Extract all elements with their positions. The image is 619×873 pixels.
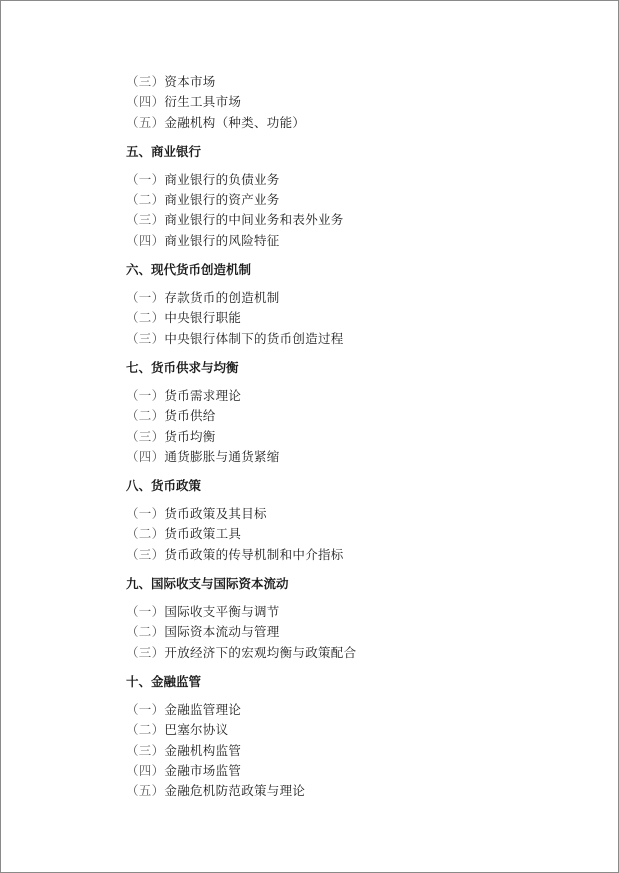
item-number: （二） (126, 624, 165, 640)
item-text: 金融市场监管 (164, 762, 242, 778)
outline-item (126, 781, 596, 801)
item-number: （四） (126, 762, 165, 778)
item-text: 商业银行的资产业务 (164, 192, 280, 208)
item-number: （二） (126, 192, 165, 208)
item-text: 货币均衡 (164, 428, 216, 444)
item-number: （二） (126, 408, 165, 424)
item-text: 金融机构监管 (164, 742, 242, 758)
item-text: 商业银行的风险特征 (164, 232, 280, 248)
item-text: 国际资本流动与管理 (164, 624, 280, 640)
item-number: （三） (126, 212, 165, 228)
item-text: 金融机构（种类、功能） (164, 114, 306, 130)
item-number: （二） (126, 526, 165, 542)
outline-section (126, 133, 596, 251)
outline-item (126, 329, 596, 349)
item-number: （一） (126, 604, 165, 620)
item-text: 货币需求理论 (164, 387, 242, 403)
item-text: 货币政策的传导机制和中介指标 (164, 546, 344, 562)
item-number: （四） (126, 448, 165, 464)
item-text: 商业银行的中间业务和表外业务 (164, 212, 344, 228)
outline-item (126, 447, 596, 467)
outline-item (126, 720, 596, 740)
item-text: 衍生工具市场 (164, 94, 242, 110)
section-heading: 十、金融监管 (126, 673, 202, 689)
item-number: （一） (126, 171, 165, 187)
item-number: （一） (126, 290, 165, 306)
outline-section (126, 663, 596, 801)
outline-item (126, 700, 596, 720)
outline-item (126, 92, 596, 112)
item-text: 存款货币的创造机制 (164, 290, 280, 306)
item-number: （三） (126, 428, 165, 444)
outline-item (126, 190, 596, 210)
item-number: （三） (126, 330, 165, 346)
item-number: （五） (126, 114, 165, 130)
item-text: 开放经济下的宏观均衡与政策配合 (164, 644, 357, 660)
item-number: （五） (126, 783, 165, 799)
outline-item (126, 406, 596, 426)
outline-section (126, 565, 596, 663)
item-number: （二） (126, 310, 165, 326)
outline-item (126, 113, 596, 133)
item-number: （一） (126, 387, 165, 403)
item-number: （二） (126, 722, 165, 738)
outline-section (126, 349, 596, 467)
outline-section (126, 251, 596, 349)
item-text: 货币政策及其目标 (164, 506, 267, 522)
outline-item (126, 210, 596, 230)
item-text: 商业银行的负债业务 (164, 171, 280, 187)
outline-item (126, 308, 596, 328)
item-number: （三） (126, 742, 165, 758)
item-number: （四） (126, 232, 165, 248)
outline-content (126, 72, 596, 801)
outline-section (126, 72, 596, 133)
outline-item (126, 231, 596, 251)
outline-item (126, 524, 596, 544)
item-number: （三） (126, 74, 165, 89)
item-number: （四） (126, 94, 165, 110)
item-text: 资本市场 (164, 74, 216, 89)
item-number: （三） (126, 644, 165, 660)
outline-item (126, 545, 596, 565)
section-heading: 九、国际收支与国际资本流动 (126, 576, 289, 592)
item-number: （三） (126, 546, 165, 562)
item-text: 金融监管理论 (164, 701, 242, 717)
item-text: 通货膨胀与通货紧缩 (164, 448, 280, 464)
item-number: （一） (126, 701, 165, 717)
item-text: 金融危机防范政策与理论 (164, 783, 306, 799)
item-text: 货币供给 (164, 408, 216, 424)
outline-item (126, 170, 596, 190)
item-text: 货币政策工具 (164, 526, 242, 542)
outline-item (126, 427, 596, 447)
section-heading: 六、现代货币创造机制 (126, 262, 252, 278)
outline-item (126, 622, 596, 642)
outline-item (126, 504, 596, 524)
item-text: 中央银行体制下的货币创造过程 (164, 330, 344, 346)
item-number: （一） (126, 506, 165, 522)
item-text: 巴塞尔协议 (164, 722, 229, 738)
outline-item (126, 386, 596, 406)
section-heading: 七、货币供求与均衡 (126, 359, 239, 375)
item-text: 国际收支平衡与调节 (164, 604, 280, 620)
item-text: 中央银行职能 (164, 310, 242, 326)
outline-item (126, 741, 596, 761)
outline-item (126, 288, 596, 308)
outline-item (126, 643, 596, 663)
section-heading: 五、商业银行 (126, 143, 202, 159)
outline-item (126, 602, 596, 622)
outline-item (126, 72, 596, 92)
outline-section (126, 467, 596, 565)
section-heading: 八、货币政策 (126, 478, 202, 494)
outline-item (126, 761, 596, 781)
